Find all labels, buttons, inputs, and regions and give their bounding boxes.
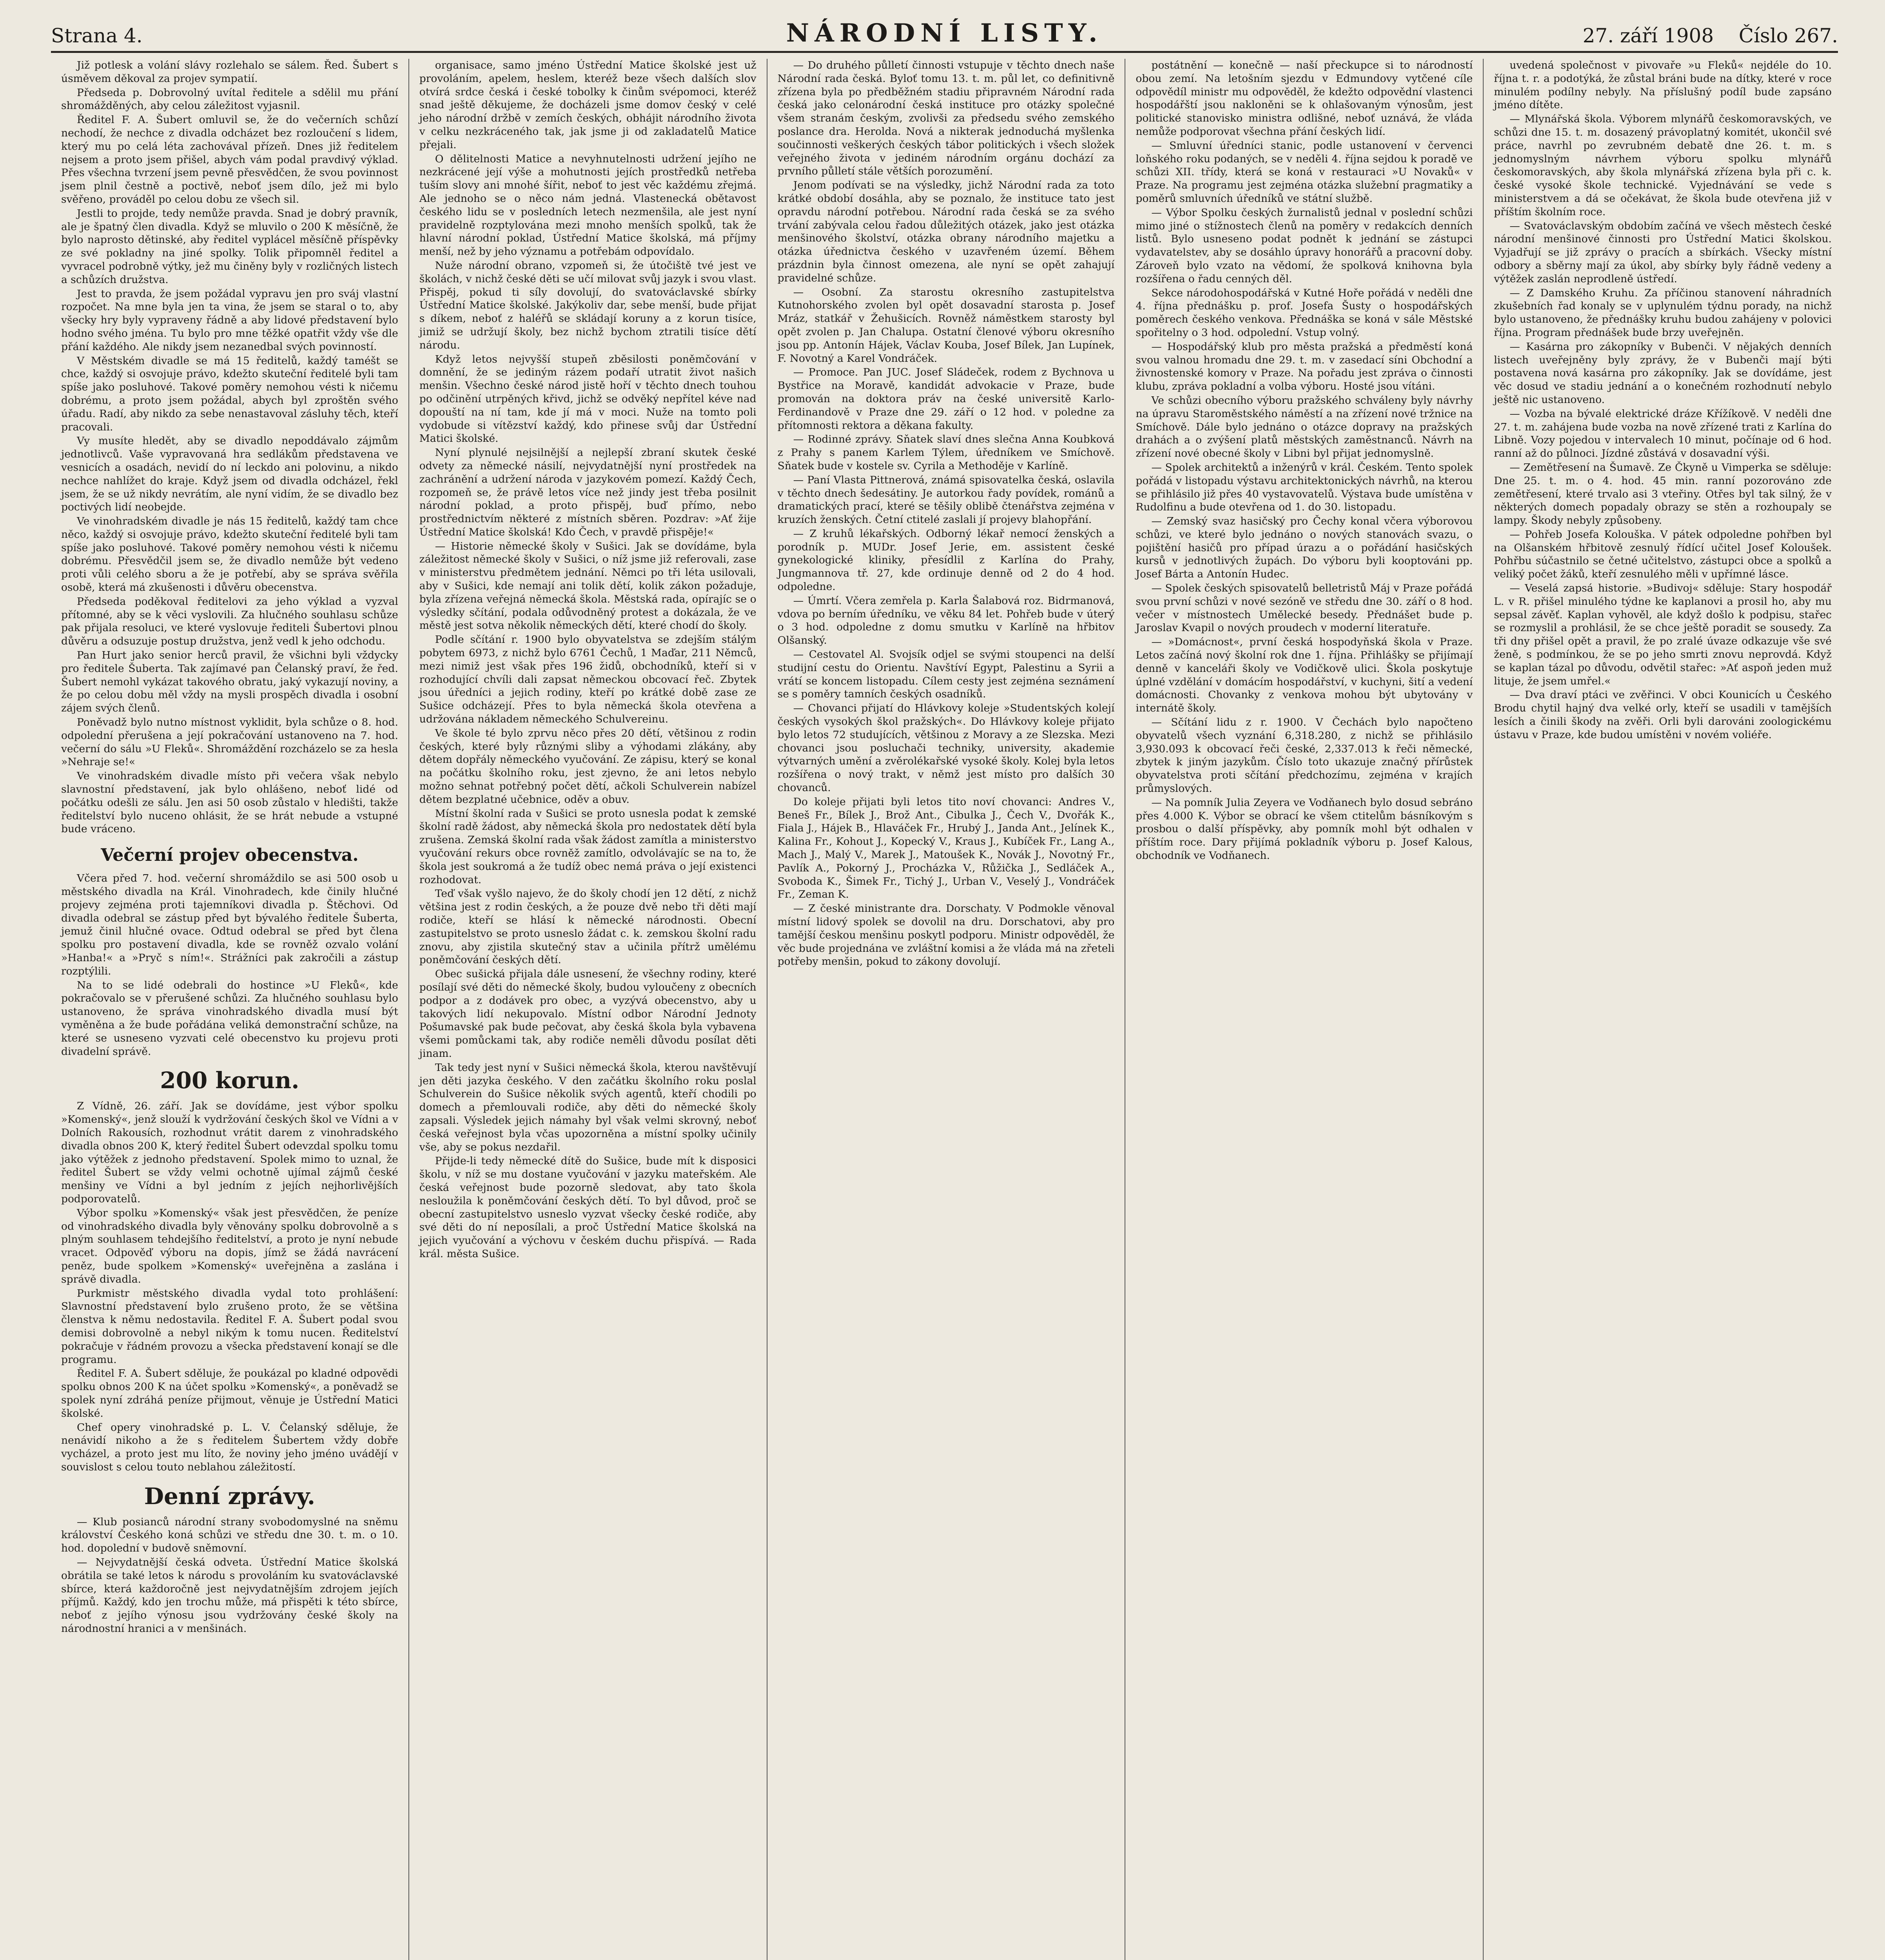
- article-paragraph: Vy musíte hledět, aby se divadlo nepoddávalo zájmům jednotlivců. Vaše vypravovaná hra sedlákům představena ve vesnicích a osadách, nevidí do ní leckdo ani polovinu, a nikdo nechce nahlížet do kraje. Když jsem od divadla odcházel, řekl jsem, že se už nikdy nevrátím, ale nyní vidím, že se divadlo bez poctivých lidí neobejde.: [61, 435, 398, 514]
- article-paragraph: Ve schůzi obecního výboru pražského schváleny byly návrhy na úpravu Staroměstského náměstí a na zřízení nové tržnice na Smíchově. Dále bylo jednáno o otázce dopravy na pražských drahách a o zvýšení platů městských zaměstnanců. Návrh na zřízení nové obecné školy v Libni byl přijat jednomyslně.: [1136, 394, 1473, 460]
- article-paragraph: — »Domácnost«, první česká hospodyňská škola v Praze. Letos začíná nový školní rok dne 1. října. Přihlášky se přijímají denně v kanceláři školy ve Vodičkově ulici. Škola poskytuje úplné vzdělání v domácím hospodářství, v kuchyni, šití a vedení domácnosti. Chovanky z venkova mohou být ubytovány v internátě školy.: [1136, 636, 1473, 715]
- article-paragraph: Nyní plynulé nejsilnější a nejlepší zbraní skutek české odvety za německé násilí, nejvydatnější nyní prostředek na zachránění a udržení národa v jazykovém pomezí. Každý Čech, rozpomeň se, že právě letos více než jindy jest třeba posilnit národní poklad, a proto přispěj, buď přímo, nebo prostřednictvím některé z místních sběren. Pozdrav: »Ať žije Ústřední Matice školská! Kdo Čech, v pravdě přispěje!«: [419, 446, 757, 538]
- article-paragraph: — Klub posianců národní strany svobodomyslné na sněmu království Českého koná schůzi ve středu dne 30. t. m. o 10. hod. dopolední v budově sněmovní.: [61, 1515, 398, 1555]
- article-paragraph: Pan Hurt jako senior herců pravil, že všichni byli vždycky pro ředitele Šuberta. Tak zajímavé pan Čelanský praví, že řed. Šubert nemohl vykázat takového obratu, jaký vykazují noviny, a že po celou dobu měl vždy na mysli prospěch divadla i osobní zájem svých členů.: [61, 649, 398, 715]
- article-paragraph: — Smluvní úředníci stanic, podle ustanovení v červenci loňského roku podaných, se v neděli 4. říjnа sejdou k poradě ve schůzi XII. třídy, která se koná v restauraci »U Novaků« v Praze. Na programu jest zejména otázka služební pragmatiky a poměrů smluvních úředníků ve státní službě.: [1136, 139, 1473, 205]
- article-paragraph: — Do druhého půlletí činnosti vstupuje v těchto dnech naše Národní rada česká. Byloť tomu 13. t. m. půl let, co definitivně zřízena byla po předběžném stadiu připravném Národní rada česká jako celonárodní česká instituce pro otázky společné všem stranám českým, zvolivši za předsedu svého zemského poslance dra. Herolda. Nová a nikterak jednoduchá myšlenka součinnosti veškerých českých tábor politických i všech složek veřejného života v jediném národním orgánu dochází za prvního půlletí stále větších porozumění.: [777, 59, 1115, 178]
- article-paragraph: — Paní Vlasta Pittnerová, známá spisovatelka česká, oslavila v těchto dnech šedesátiny. Je autorkou řady povídek, románů a dramatických prací, které se těšily oblibě čtenářstva zejména v kruzích ženských. Četní ctitelé zaslali jí projevy blahopřání.: [777, 474, 1115, 526]
- article-paragraph: Sekce národohospodářská v Kutné Hoře pořádá v neděli dne 4. října přednášku p. prof. Josefa Šusty o hospodářských poměrech českého venkova. Přednáška se koná v sále Městské spořitelny o 3 hod. odpolední. Vstup volný.: [1136, 287, 1473, 339]
- article-paragraph: — Osobní. Za starostu okresního zastupitelstva Kutnohorského zvolen byl opět dosavadní starosta p. Josef Mráz, statkář v Žehušicích. Rovněž náměstkem starosty byl opět zvolen p. Jan Chalupa. Ostatní členové výboru okresního jsou pp. Antonín Hájek, Václav Kouba, Josef Bílek, Jan Lupínek, F. Novotný a Karel Vondráček.: [777, 286, 1115, 365]
- article-paragraph: Tak tedy jest nyní v Sušici německá škola, kterou navštěvují jen děti jazyka českého. V den začátku školního roku poslal Schulverein do Sušice několik svých agentů, kteří chodili po domech a přemlouvali rodiče, aby děti do německé školy zapsali. Výsledek jejich námahy byl však velmi skrovný, neboť česká veřejnost byla včas upozorněna a místní spolky učinily vše, aby se pokus nezdařil.: [419, 1061, 757, 1153]
- article-paragraph: Purkmistr městského divadla vydal toto prohlášení: Slavnostní představení bylo zrušeno proto, že se většina členstva k němu nedostavila. Ředitel F. A. Šubert podal svou demisi dobrovolně a nebyl nikým k tomu nucen. Ředitelství pokračuje v řádném provozu a všecka představení konají se dle programu.: [61, 1287, 398, 1366]
- article-paragraph: — Spolek českých spisovatelů belletristů Máj v Praze pořádá svou první schůzi v nové sezóně ve středu dne 30. září o 8 hod. večer v místnostech Umělecké besedy. Přednášet bude p. Jaroslav Kvapil o nových proudech v moderní literatuře.: [1136, 582, 1473, 634]
- article-paragraph: Ředitel F. A. Šubert sděluje, že poukázal po kladné odpovědi spolku obnos 200 K na účet spolku »Komenský«, a poněvadž se spolek nyní zdráhá peníze přijmout, věnuje je Ústřední Matici školské.: [61, 1367, 398, 1419]
- article-paragraph: — Nejvydatnější česká odveta. Ústřední Matice školská obrátila se také letos k národu s provoláním ku svatováclavské sbírce, která každoročně jest nejvydatnějším zdrojem jejích příjmů. Každý, kdo jen trochu může, má přispěti k této sbírce, neboť z jejího výnosu jsou vydržovány české školy na národnostní hranici a v menšinách.: [61, 1556, 398, 1635]
- column-2: [409, 59, 767, 1960]
- article-paragraph: — Cestovatel Al. Svojsík odjel se svými stoupenci na delší studijní cestu do Orientu. Navštíví Egypt, Palestinu a Syrii a vrátí se koncem listopadu. Cílem cesty jest zejména seznámení se s poměry tamních českých osadníků.: [777, 648, 1115, 701]
- article-paragraph: Jenom podívati se na výsledky, jichž Národní rada za toto krátké období dosáhla, aby se poznalo, že instituce tato jest opravdu národní potřebou. Národní rada česká se za svého trvání zabývala celou řadou důležitých otázek, jako jest otázka menšinového školství, otázka obrany národního majetku a otázka úřednictva českého v uzavřeném území. Během prázdnin byla činnost omezena, ale nyní se opět zahajují pravidelné schůze.: [777, 179, 1115, 284]
- article-paragraph: — Úmrtí. Včera zemřela p. Karla Šalabová roz. Bidrmanová, vdova po berním úředníku, ve věku 84 let. Pohřeb bude v úterý o 3 hod. odpoledne z domu smutku v Karlíně na hřbitov Olšanský.: [777, 594, 1115, 647]
- article-paragraph: — Chovanci přijatí do Hlávkovy koleje »Studentských kolejí českých vysokých škol pražských«. Do Hlávkovy koleje přijato bylo letos 72 studujících, většinou z Moravy a ze Slezska. Mezi chovanci jsou posluchači techniky, university, akademie výtvarných umění a zvěrolékařské vysoké školy. Kolej byla letos rozšířena o nový trakt, v němž jest místo pro dalších 30 chovanců.: [777, 702, 1115, 794]
- article-paragraph: uvedená společnost v pivovaře »u Fleků« nejdéle do 10. října t. r. a podotýká, že zůstal bráni bude na dítky, které v roce minulém podílny nebyly. Na příslušný podíl bude zapsáno jméno dítěte.: [1494, 59, 1832, 111]
- article-paragraph: Nuže národní obrano, vzpomeň si, že útočiště tvé jest ve školách, v nichž české děti se učí milovat svůj jazyk i svou vlast. Přispěj, pokud ti síly dovolují, do svatováclavské sbírky Ústřední Matice školské. Jakýkoliv dar, sebe menší, bude přijat s díkem, neboť z haléřů se skládají koruny a z korun tisíce, jimiž se udržují školy, bez nichž bychom ztratili tisíce dětí národu.: [419, 259, 757, 351]
- article-paragraph: — Promoce. Pan JUC. Josef Sládeček, rodem z Bychnova u Bystřice na Moravě, kandidát advokacie v Praze, bude promován na doktora práv na české universitě Karlo-Ferdinandově v Praze dne 29. září o 12 hod. v poledne za přítomnosti rektora a děkana fakulty.: [777, 366, 1115, 432]
- article-paragraph: — Zemětřesení na Šumavě. Ze Čkyně u Vimperka se sděluje: Dne 25. t. m. o 4. hod. 45 min. ranní pozorováno zde zemětřesení, které trvalo asi 3 vteřiny. Otřes byl tak silný, že v některých domech popadaly obrazy se stěn a rozhoupaly se lampy. Škody nebyly způsobeny.: [1494, 461, 1832, 527]
- section-heading: Denní zprávy.: [144, 1483, 316, 1510]
- article-paragraph: Teď však vyšlo najevo, že do školy chodí jen 12 dětí, z nichž většina jest z rodin českých, a že pouze dvě nebo tři děti mají rodiče, kteří se hlásí k německé národnosti. Obecní zastupitelstvo se proto usneslo žádat c. k. zemskou školní radu znovu, aby zjistila skutečný stav a učinila přítrž umělému poněmčování českých dětí.: [419, 887, 757, 966]
- section-heading: 200 korun.: [160, 1067, 299, 1094]
- article-paragraph: — Vozba na bývalé elektrické dráze Křížíkově. V neděli dne 27. t. m. zahájena bude vozba na nově zřízené trati z Karlína do Libně. Vozy pojedou v intervalech 10 minut, počínaje od 6 hod. ranní až do půlnoci. Jízdné zůstává v dosavadní výši.: [1494, 407, 1832, 460]
- article-paragraph: O dělitelnosti Matice a nevyhnutelnosti udržení jejího ne nezkrácené její výše a mohutnosti jejích prostředků netřeba tuším slovy ani mnohé šířit, neboť to jest věc každému zřejmá. Ale jednoho se o něco nám jedná. Vlastenecká obětavost českého lidu se v posledních letech nezmenšila, ale jest nyní pravidelně rozptylována mezi mnoho menších spolků, tak že hlavní národní poklad, Ústřední Matice školská, má příjmy menší, než by jeho významu a potřebám odpovídalo.: [419, 152, 757, 258]
- article-paragraph: Obec sušická přijala dále usnesení, že všechny rodiny, které posílají své děti do německé školy, budou vyloučeny z obecních podpor a z dodávek pro obec, a vyzývá obecenstvo, aby u takových lidí nekupovalo. Místní odbor Národní Jednoty Pošumavské pak bude pečovat, aby česká škola byla vybavena všemi pomůckami tak, aby rodiče neměli důvodu posílat děti jinam.: [419, 968, 757, 1060]
- page-number: Strana 4.: [51, 24, 143, 47]
- article-paragraph: Předseda poděkoval ředitelovi za jeho výklad a vyzval přítomné, aby se k věci vyslovili. Za hlučného souhlasu schůze pak přijala resoluci, ve které vyslovuje řediteli Šubertovi plnou důvěru a odsuzuje postup družstva, jenž vedl k jeho odchodu.: [61, 595, 398, 648]
- article-paragraph: Do koleje přijati byli letos tito noví chovanci: Andres V., Beneš Fr., Bílek J., Brož Ant., Cibulka J., Čech V., Dvořák K., Fiala J., Hájek B., Hlaváček Fr., Hrubý J., Janda Ant., Jelínek K., Kalina Fr., Kohout J., Kopecký V., Kraus J., Kubíček Fr., Lang A., Mach J., Malý V., Marek J., Matoušek K., Novák J., Novotný Fr., Pavlík A., Pokorný J., Procházka V., Růžička J., Sedláček A., Svoboda K., Šimek Fr., Tichý J., Urban V., Veselý J., Vondráček Fr., Zeman K.: [777, 795, 1115, 901]
- column-1: [51, 59, 409, 1960]
- issue-date: [1583, 24, 1838, 47]
- article-paragraph: Již potlesk a volání slávy rozlehalo se sálem. Řed. Šubert s úsměvem děkoval za projev sympatií.: [61, 59, 398, 85]
- article-paragraph: — Sčítání lidu z r. 1900. V Čechách bylo napočteno obyvatelů všech vyznání 6,318.280, z nichž se přihlásilo 3,930.093 k obcovací řeči české, 2,337.013 k řeči německé, zbytek k jiným jazykům. Číslo toto ukazuje značný přírůstek obyvatelstva proti sčítání předchozímu, zejména v krajích průmyslových.: [1136, 716, 1473, 795]
- article-paragraph: Včera před 7. hod. večerní shromáždilo se asi 500 osob u městského divadla na Král. Vinohradech, kde činily hlučné projevy zejména proti tajemníkovi divadla p. Štěchovi. Od divadla odebral se zástup před byt bývalého ředitele Šuberta, jemuž činil hlučné ovace. Odtud odebral se před byt člena spolku pro postavení divadla, kde se rovněž ozvalo volání »Hanba!« a »Pryč s ním!«. Strážníci pak zakročili a zástup rozptýlili.: [61, 872, 398, 977]
- article-paragraph: Místní školní rada v Sušici se proto usnesla podat k zemské školní radě žádost, aby německá škola pro nedostatek dětí byla zrušena. Zemská školní rada však žádost zamítla a ministerstvo vyučování rekurs obce rovněž zamítlo, odvolávajíc se na to, že škola jest soukromá a že tudíž obec nemá práva o její existenci rozhodovat.: [419, 807, 757, 886]
- section-heading: Večerní projev obecenstva.: [101, 845, 359, 866]
- article-paragraph: — Z kruhů lékařských. Odborný lékař nemocí ženských a porodník p. MUDr. Josef Jerie, em. assistent české gynekologické kliniky, přesídlil z Karlína do Prahy, Jungmannova tř. 27, kde ordinuje denně od 2 do 4 hod. odpoledne.: [777, 527, 1115, 593]
- article-paragraph: — Na pomník Julia Zeyera ve Vodňanech bylo dosud sebráno přes 4.000 K. Výbor se obrací ke všem ctitelům básníkovým s prosbou o další příspěvky, aby pomník mohl být odhalen v příštím roce. Dary přijímá pokladník výboru p. Josef Kalous, obchodník ve Vodňanech.: [1136, 796, 1473, 862]
- article-paragraph: — Svatováclavským obdobím začíná ve všech městech české národní menšinové činnosti pro Ústřední Matici školskou. Vyjadřují se již zprávy o pracích a sbírkách. Všecky místní odbory a sběrny mají za úkol, aby sbírky byly řádně vedeny a výtěžek zaslán neprodleně ústředí.: [1494, 220, 1832, 285]
- article-paragraph: Chef opery vinohradské p. L. V. Čelanský sděluje, že nenávidí nikoho a že s ředitelem Šubertem vždy dobře vycházel, a proto jest mu líto, že noviny jeho jméno uvádějí v souvislost s celou touto neblahou záležitostí.: [61, 1421, 398, 1473]
- article-paragraph: — Hospodářský klub pro města pražská a předměstí koná svou valnou hromadu dne 29. t. m. v zasedací síni Obchodní a živnostenské komory v Praze. Na pořadu jest zpráva o činnosti klubu, zpráva pokladní a volba výboru. Hosté jsou vítáni.: [1136, 340, 1473, 393]
- article-paragraph: — Pohřeb Josefa Kolouška. V pátek odpoledne pohřben byl na Olšanském hřbitově zesnulý řídící učitel Josef Koloušek. Pohřbu súčastnilo se četné učitelstvo, zástupci obce a spolků a veliký počet žáků, kteří zesnulého měli v upřímné lásce.: [1494, 528, 1832, 581]
- article-paragraph: postátnění — konečně — naší přeckupce si to národností obou zemí. Na letošním sjezdu v Edmundovy vytčené cíle odpovědíl ministr mu odpověděl, že kdežto odpovědní vlastenci hospodářští jsou nakloněni se k ohlašovaným výnosům, jest politické stanovisko ministra odlišné, neboť uznává, že vláda nemůže podporovat všechna přání českých lidí.: [1136, 59, 1473, 138]
- article-paragraph: Když letos nejvyšší stupeň zběsilosti poněmčování v domnění, že se jediným rázem podaří utratit život našich menšin. Všechno české národ jistě hoří v těchto dnech touhou po odčinění utrpěných křivd, jichž se odvěký nepřítel kéve nad dopouští na ní tam, kde jí má v moci. Nuže na tomto poli vydobude si vítězství každý, kdo přinese svůj dar Ústřední Matici školské.: [419, 353, 757, 445]
- article-paragraph: — Z Damského Kruhu. Za příčinou stanovení náhradních zkušebních řad konaly se v uplynulém týdnu porady, na nichž bylo ustanoveno, že přednášky kruhu budou zahájeny v polovici října. Program přednášek bude brzy uveřejněn.: [1494, 287, 1832, 339]
- column-5: [1484, 59, 1842, 1960]
- article-paragraph: Výbor spolku »Komenský« však jest přesvědčen, že peníze od vinohradského divadla byly věnovány spolku dobrovolně a s plným souhlasem tehdejšího ředitelství, a proto je nyní nebude vracet. Odpověď výboru na dopis, jímž se žádá navrácení peněz, bude spolkem »Komenský« uveřejněna a zaslána i správě divadla.: [61, 1207, 398, 1285]
- article-paragraph: — Z české ministrante dra. Dorschaty. V Podmokle věnoval místní lidový spolek se dovolil na dru. Dorschatovi, aby pro tamější českou menšinu poskytl podporu. Ministr odpověděl, že věc bude projednána ve zvláštní komisi a že vláda má na zřeteli potřeby menšin, pokud to zákony dovolují.: [777, 902, 1115, 968]
- article-paragraph: Ředitel F. A. Šubert omluvil se, že do večerních schůzí nechodí, že nechce z divadla odcházet bez rozloučení s lidem, který mu po celá léta zachovával přízeň. Dnes již ředitelem nejsem a proto jsem přišel, abych vám podal pravdivý výklad. Přes všechna tvrzení jsem pevně přesvědčen, že svou povinnost jsem plnil čestně a poctivě, neboť jsem dílo, jež mi bylo svěřeno, prováděl po celou dobu ze všech sil.: [61, 114, 398, 205]
- article-paragraph: Přijde-li tedy německé dítě do Sušice, bude mít k disposici školu, v níž se mu dostane vyučování v jazyku mateřském. Ale česká veřejnost bude pozorně sledovat, aby tato škola nesloužila k poněmčování českých dětí. To byl důvod, proč se obecní zastupitelstvo usneslo vyzvat všecky české rodiče, aby své děti do ní neposílali, a proč Ústřední Matice školská na jejich vyučování a výchovu v českém duchu přispívá. — Rada král. města Sušice.: [419, 1155, 757, 1260]
- paper-title: NÁRODNÍ LISTY.: [786, 18, 1103, 48]
- issue-number: Číslo 267.: [1738, 24, 1838, 47]
- article-paragraph: Podle sčítání r. 1900 bylo obyvatelstva se zdejším stálým pobytem 6973, z nichž bylo 6761 Čechů, 1 Maďar, 211 Němců, mezi nimiž jest však přes 196 židů, obchodníků, kteří si v rozhodující chvíli dali zapsat německou obcovací řeč. Zbytek jsou úředníci a jejich rodiny, kteří po krátké době zase ze Sušice odcházejí. Přes to byla německá škola otevřena a udržována nákladem německého Schulvereinu.: [419, 633, 757, 726]
- column-3: [767, 59, 1126, 1960]
- article-paragraph: — Kasárna pro zákopníky v Bubenči. V nějakých denních listech uveřejněny byly zprávy, že v Bubenči mají býti postavena nová kasárna pro zákopníky. Jak se dovídáme, jest věc dosud ve stadiu jednání a o konečném rozhodnutí nebylo ještě nic ustanoveno.: [1494, 340, 1832, 406]
- article-paragraph: Ve vinohradském divadle je nás 15 ředitelů, každý tam chce něco, každý si osvojuje právo, kdežto skuteční ředitelé byli tam spíše jako posluhové. Takové poměry nemohou vésti k ničemu dobrému. Přesvědčil jsem se, že divadlo nemůže být vedeno proti vůli celého sboru a že je potřebí, aby se správa svěřila osobě, která má zkušenosti i důvěru obecenstva.: [61, 515, 398, 594]
- article-paragraph: — Zemský svaz hasičský pro Čechy konal včera výborovou schůzi, ve které bylo jednáno o nových stanovách svazu, o pojištění hasičů pro případ úrazu a o pořádání hasičských kursů v jednotlivých župách. Do výboru byli kooptováni pp. Josef Bárta a Antonín Hudec.: [1136, 515, 1473, 581]
- masthead: [51, 16, 1838, 53]
- article-paragraph: Jest to pravda, že jsem požádal vypravu jen pro sváj vlastní rozpočet. Na mne byla jen ta vina, že jsem se staral o to, aby všecky hry byly vypraveny řádně a aby lidové představení bylo hodno svého jména. Tu bylo pro mne těžké opatřit vždy vše dle přání každého. Ale nikdy jsem nezanedbal svých povinností.: [61, 287, 398, 353]
- article-paragraph: Z Vídně, 26. září. Jak se dovídáme, jest výbor spolku »Komenský«, jenž slouží k vydržování českých škol ve Vídni a v Dolních Rakousích, rozhodnut vrátit darem z vinohradského divadla obnos 200 K, který ředitel Šubert odevzdal spolku tomu jako výtěžek z jednoho představení. Spolek mimo to uznal, že ředitel Šubert se vždy velmi ochotně ujímal zájmů české menšiny ve Vídni a byl jedním z jejích nejhorlivějších podporovatelů.: [61, 1100, 398, 1205]
- article-paragraph: Poněvadž bylo nutno místnost vyklidit, byla schůze o 8. hod. odpolední přerušena a její pokračování ustanoveno na 7. hod. večerní do sálu »U Fleků«. Shromáždění rozcházelo se za hesla »Nehraje se!«: [61, 716, 398, 768]
- article-paragraph: — Mlynářská škola. Výborem mlynářů českomoravských, ve schůzi dne 15. t. m. dosazený právoplatný komitét, ukončil své práce, navrhl po zevrubném debatě dne 26. t. m. s jednomyslným návrhem výboru spolku mlynářů českomoravských, aby škola mlynářská zřízena byla při c. k. české vysoké škole technické. Vyjednávání se vede s ministerstvem a dá se očekávat, že škola bude otevřena již v příštím školním roce.: [1494, 113, 1832, 218]
- text-columns: [51, 59, 1842, 1960]
- article-paragraph: — Historie německé školy v Sušici. Jak se dovídáme, byla záležitost německé školy v Sušici, o níž jsme již referovali, zase v ministerstvu předmětem jednání. Němci po tři léta usilovali, aby v Sušici, kde nemají ani tolik dětí, kolik zákon požaduje, byla zřízena veřejná německá škola. Městská rada, opírajíc se o výsledky sčítání, podala odůvodněný protest a dokázala, že ve městě jest sotva několik německých dětí, které chodí do školy.: [419, 540, 757, 632]
- article-paragraph: — Výbor Spolku českých žurnalistů jednal v poslední schůzi mimo jiné o stížnostech členů na poměry v redakcích denních listů. Bylo usneseno podat podnět k jednání se zástupci vydavatelstev, aby se dosáhlo úpravy honorářů a pracovní doby. Zároveň bylo vzato na vědomí, že spolková knihovna byla rozšířena o řadu cenných děl.: [1136, 206, 1473, 285]
- article-paragraph: Předseda p. Dobrovolný uvítal ředitele a sdělil mu přání shromážděných, aby celou záležitost vyjasnil.: [61, 86, 398, 112]
- column-4: [1125, 59, 1484, 1960]
- date-label: 27. září 1908: [1582, 24, 1714, 47]
- article-paragraph: — Dva draví ptáci ve zvěřinci. V obci Kounicích u Českého Brodu chytil hajný dva velké orly, kteří se usadili v tamějších lesích a činili škody na zvěři. Orli byli darováni zoologickému ústavu v Praze, kde budou umístěni v novém voliéře.: [1494, 689, 1832, 741]
- article-paragraph: — Spolek architektů a inženýrů v král. Českém. Tento spolek pořádá v listopadu výstavu architektonických návrhů, na kterou se přihlásilo již přes 40 vystavovatelů. Výstava bude umístěna v Rudolfinu a bude otevřena od 1. do 30. listopadu.: [1136, 461, 1473, 514]
- article-paragraph: V Městském divadle se má 15 ředitelů, každý taméšt se chce, každý si osvojuje právo, kdežto skuteční ředitelé byli tam spíše jako posluhové. Takové poměry nemohou vésti k ničemu dobrému, a proto jsem požádal, abych byl zproštěn svého úřadu. Radí, aby nikdo za sebe nenastavoval zásluhy těch, kteří pracovali.: [61, 354, 398, 433]
- article-paragraph: organisace, samo jméno Ústřední Matice školské jest už provoláním, apelem, heslem, kteréž beze všech dalších slov otvírá srdce česká i české tobolky k činům svépomoci, kteréž snad ještě děkujeme, že docházeli jsme domov český v celé jeho národní držbě v zemích českých, obhájit národního života v celku nezkráceného tak, jak jsme ji od zakladatelů Matice přejali.: [419, 59, 757, 151]
- article-paragraph: Jestli to projde, tedy nemůže pravda. Snad je dobrý pravník, ale je špatný člen divadla. Když se mluvilo o 200 K měsíčně, že bylo naprosto dětinské, aby ředitel vyplácel měsíčně příspěvky ze své pokladny na jiné spolky. Tolik připomněl ředitel a vyvracel podrobně výtky, jež mu činěny byly v rozličných listech a schůzích družstva.: [61, 207, 398, 286]
- article-paragraph: Ve vinohradském divadle místo při večera však nebylo slavnostní představení, jak bylo ohlášeno, neboť lidé od počátku odešli ze sálu. Jen asi 50 osob zůstalo v hledišti, takže ředitelství bylo nuceno ohlásit, že se hrát nebude a vstupné bude vráceno.: [61, 770, 398, 835]
- article-paragraph: Ve škole té bylo zprvu něco přes 20 dětí, většinou z rodin českých, které byly různými sliby a výhodami zlákány, aby dětem dopřály německého vyučování. Ze zápisu, který se konal na počátku školního roku, jest zjevno, že ani letos nebylo možno sehnat potřebný počet dětí, ačkoli Schulverein nabízel dětem bezplatné učebnice, oděv a obuv.: [419, 727, 757, 806]
- article-paragraph: — Veselá zapsá historie. »Budivoj« sděluje: Stary hospodář L. v R. přišel minulého týdne ke kaplanovi a prosil ho, aby mu sepsal závěť. Kaplan vyhověl, ale když došlo k podpisu, stařec se rozmyslil a prohlásil, že se chce ještě poradit se sousedy. Za tři dny přišel opět a pravil, že po zralé úvaze odkazuje vše své ženě, s podmínkou, že se po jeho smrti znovu neprovdá. Když se kaplan tázal po důvodu, odvětil stařec: »Ať aspoň jeden muž lituje, že jsem umřel.«: [1494, 582, 1832, 687]
- article-paragraph: Na to se lidé odebrali do hostince »U Fleků«, kde pokračovalo se v přerušené schůzi. Za hlučného souhlasu bylo ustanoveno, že správa vinohradského divadla musí být vyměněna a že bude pořádána veliká demonstrační schůze, na které se usneseno vyzvati celé obecenstvo ku projevu proti divadelní správě.: [61, 979, 398, 1058]
- article-paragraph: — Rodinné zprávy. Sňatek slaví dnes slečna Anna Koubková z Prahy s panem Karlem Týlem, úředníkem ve Smíchově. Sňatek bude v kostele sv. Cyrila a Methoděje v Karlíně.: [777, 433, 1115, 472]
